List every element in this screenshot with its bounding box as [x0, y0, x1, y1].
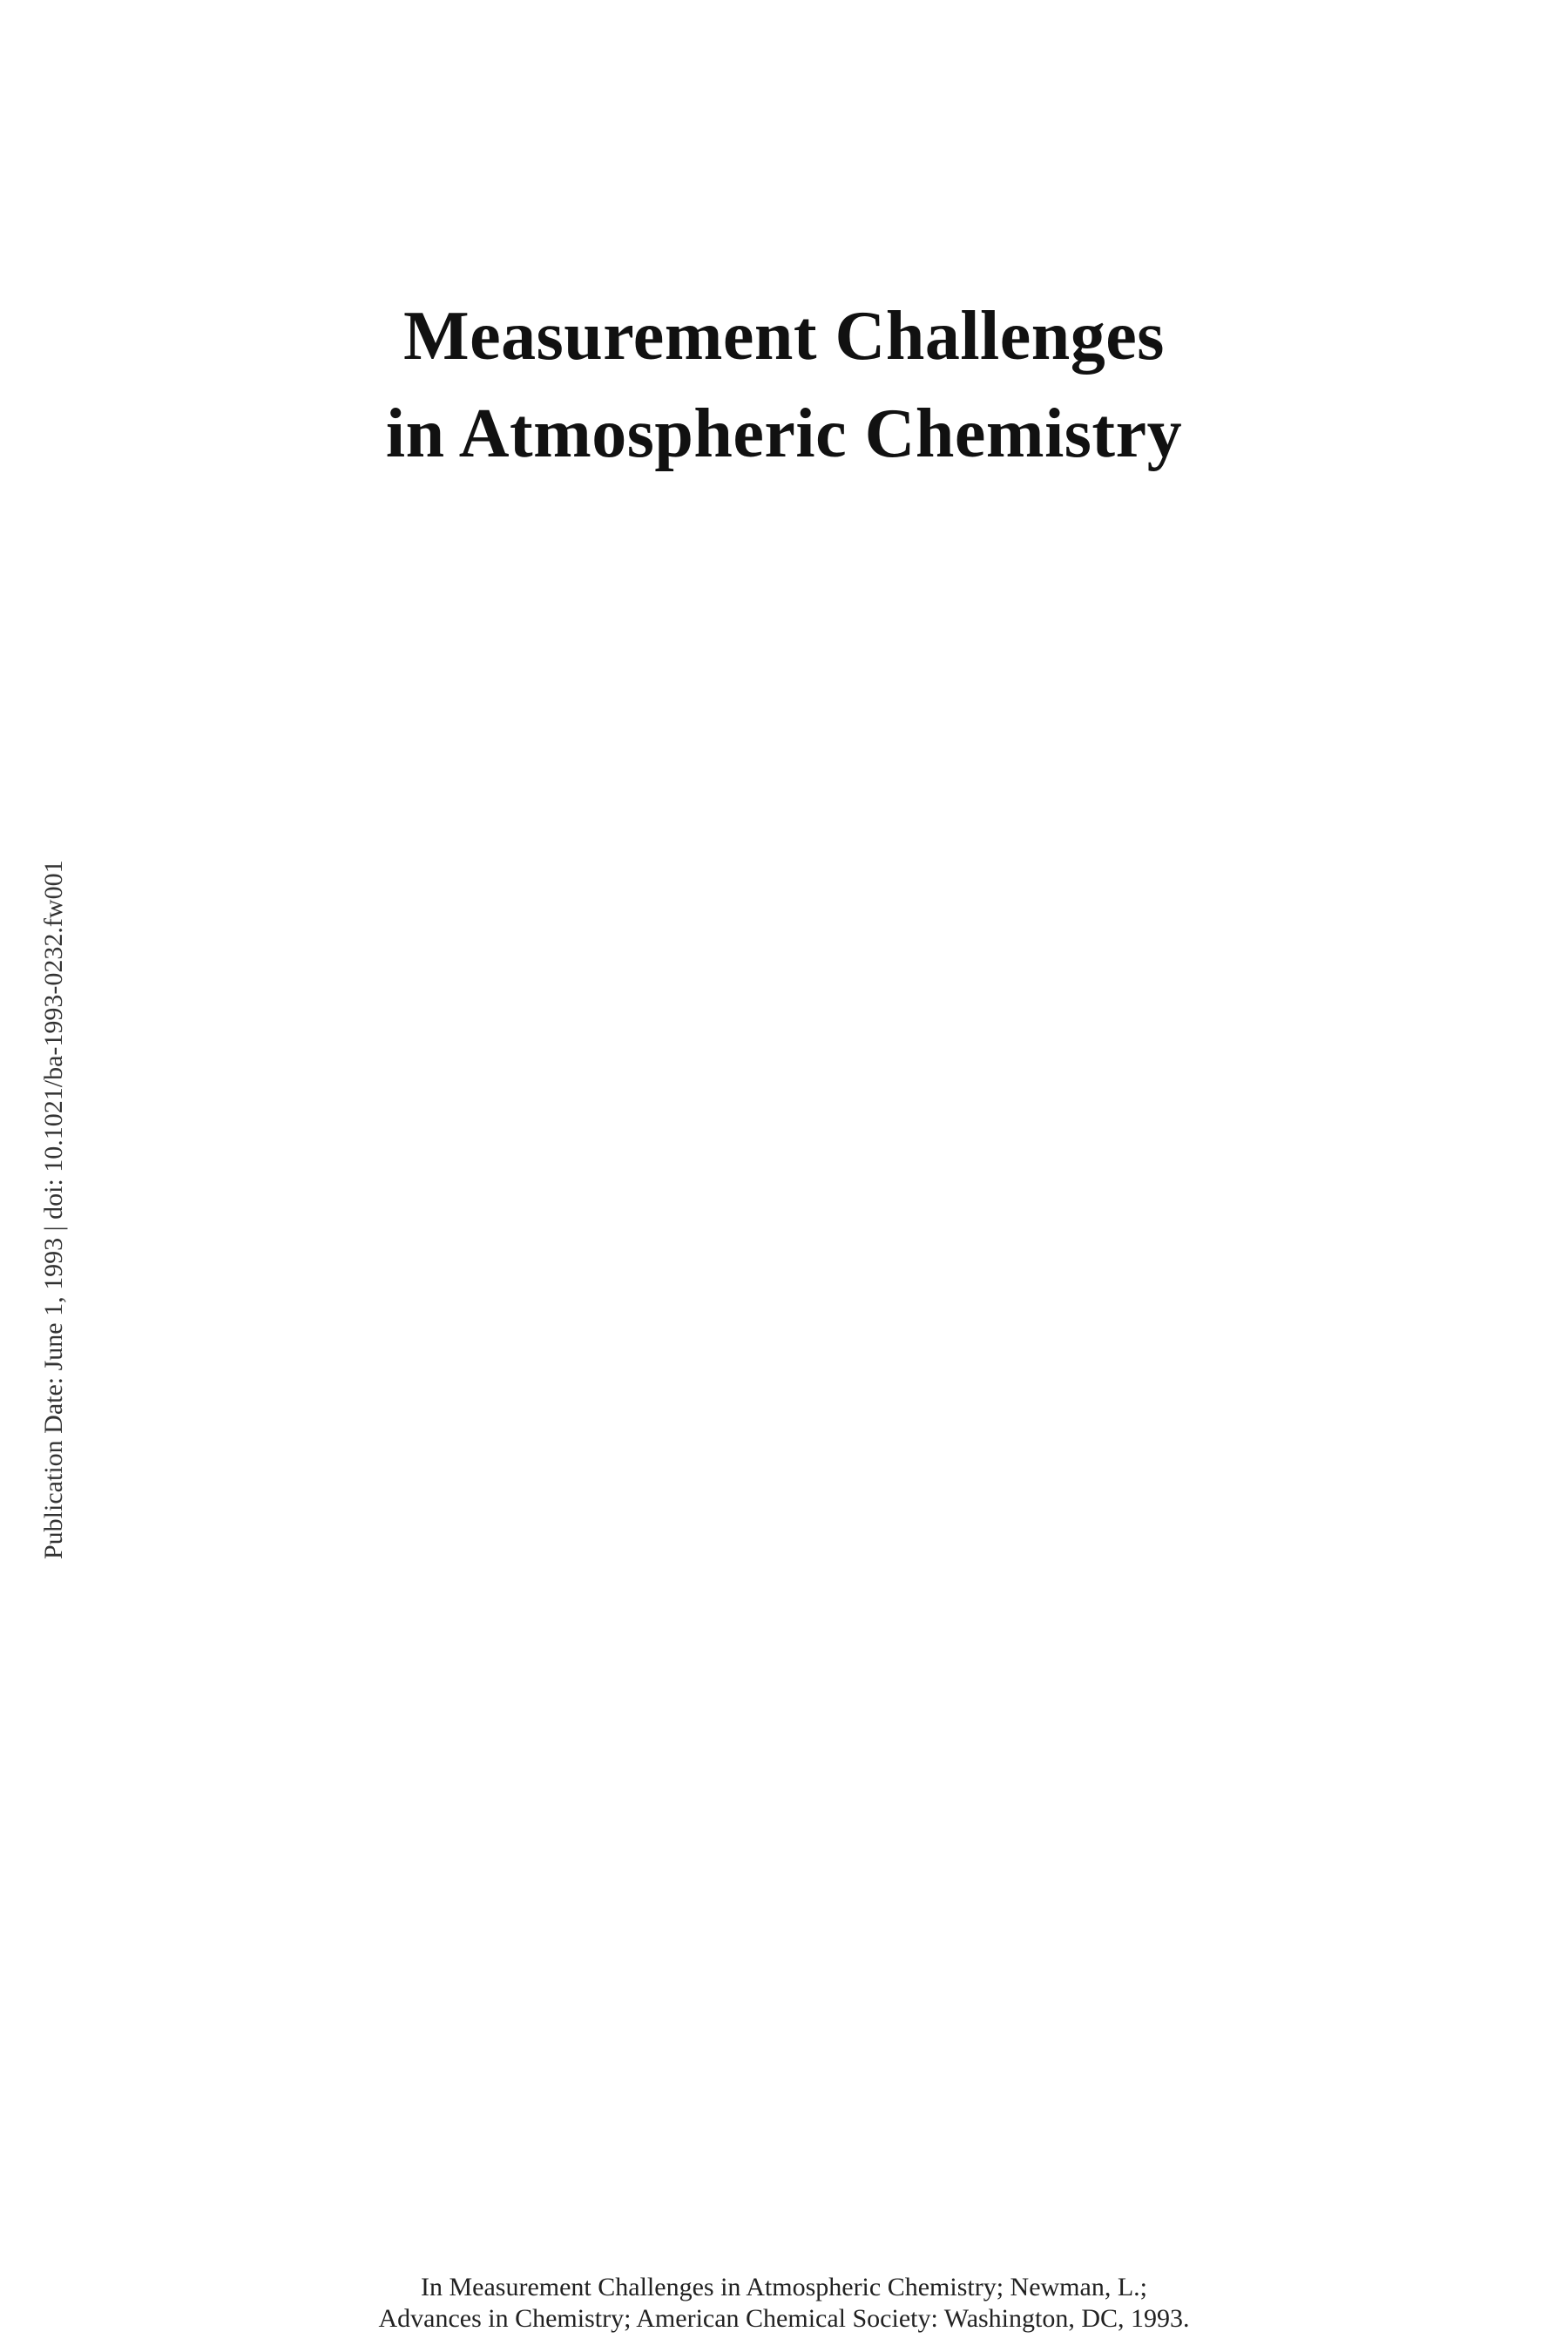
book-title — [0, 287, 1568, 483]
title-line-1: Measurement Challenges — [403, 298, 1165, 375]
citation-line-1: In Measurement Challenges in Atmospheric Chemistry; Newman, L.; — [421, 2273, 1147, 2301]
publication-doi-stamp: Publication Date: June 1, 1993 | doi: 10.1021/ba-1993-0232.fw001 — [39, 860, 68, 1559]
citation-footer — [0, 2272, 1568, 2335]
citation-line-2: Advances in Chemistry; American Chemical Society: Washington, DC, 1993. — [378, 2304, 1190, 2333]
title-line-2: in Atmospheric Chemistry — [385, 395, 1183, 472]
